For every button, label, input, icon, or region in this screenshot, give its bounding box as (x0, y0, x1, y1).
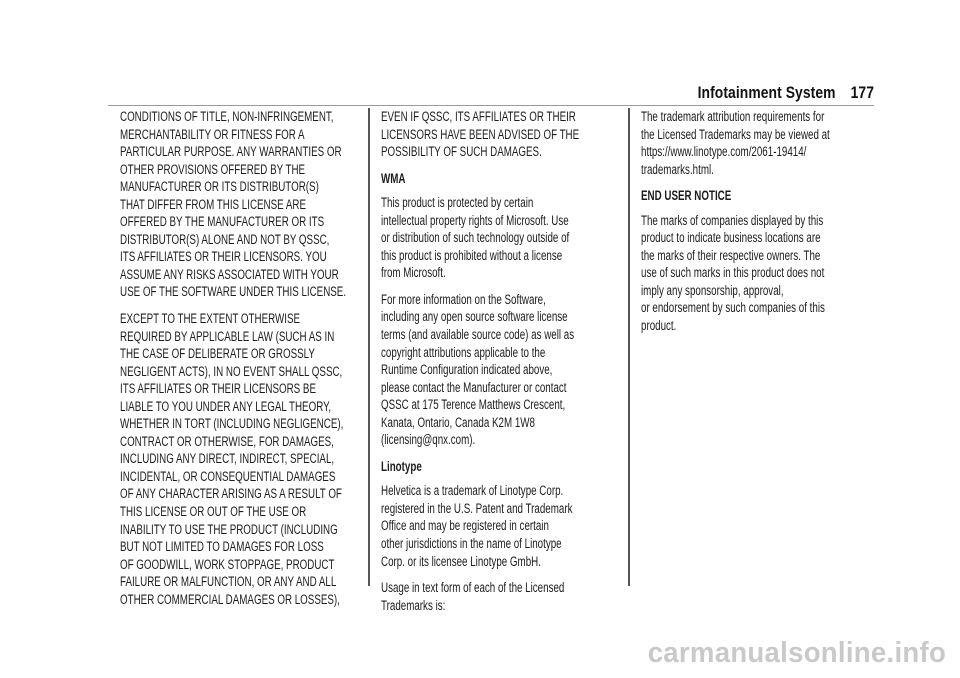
page-number: 177 (850, 84, 874, 102)
paragraph: For more information on the Software, including any open source software license terms (and available source code) as well as copyright attributions applicable to the Runtime Configuration indicated above, please contact the Manufacturer or contact QSSC at 175 Terence Matthews Crescent, Kanata, Ontario, Canada K2M 1W8 (licensing@qnx.com). (381, 291, 575, 448)
text-column-2 (381, 108, 661, 623)
paragraph: CONDITIONS OF TITLE, NON-INFRINGEMENT, MERCHANTABILITY OR FITNESS FOR A PARTICULAR PURPOSE. ANY WARRANTIES OR OTHER PROVISIONS OFFERED BY THE MANUFACTURER OR ITS DISTRIBUTOR(S) THAT DIFFER FROM THIS LICENSE ARE OFFERED BY THE MANUFACTURER OR ITS DISTRIBUTOR(S) ALONE AND NOT BY QSSC, ITS AFFILIATES OR THEIR LICENSORS. YOU ASSUME ANY RISKS ASSOCIATED WITH YOUR USE OF THE SOFTWARE UNDER THIS LICENSE. (120, 109, 347, 300)
paragraph: Helvetica is a trademark of Linotype Corp. registered in the U.S. Patent and Trademark Office and may be registered in certain other jurisdictions in the name of Linotype Corp. or its licensee Linotype GmbH. (381, 483, 573, 569)
section-heading-linotype: Linotype (381, 458, 422, 474)
paragraph: Usage in text form of each of the Licensed Trademarks is: (381, 580, 565, 613)
text-column-1 (120, 108, 400, 617)
paragraph: This product is protected by certain intellectual property rights of Microsoft. Use or distribution of such technology outside of this product is prohibited without a license from Microsoft. (381, 195, 570, 281)
section-heading-wma: WMA (381, 170, 406, 186)
section-heading-end-user-notice: END USER NOTICE (641, 188, 732, 204)
paragraph: EXCEPT TO THE EXTENT OTHERWISE REQUIRED BY APPLICABLE LAW (SUCH AS IN THE CASE OF DELIBERATE OR GROSSLY NEGLIGENT ACTS), IN NO EVENT SHALL QSSC, ITS AFFILIATES OR THEIR LICENSORS BE LIABLE TO YOU UNDER ANY LEGAL THEORY, WHETHER IN TORT (INCLUDING NEGLIGENCE), CONTRACT OR OTHERWISE, FOR DAMAGES, INCLUDING ANY DIRECT, INDIRECT, SPECIAL, INCIDENTAL, OR CONSEQUENTIAL DAMAGES OF ANY CHARACTER ARISING AS A RESULT OF THIS LICENSE OR OUT OF THE USE OR INABILITY TO USE THE PRODUCT (INCLUDING BUT NOT LIMITED TO DAMAGES FOR LOSS OF GOODWILL, WORK STOPPAGE, PRODUCT FAILURE OR MALFUNCTION, OR ANY AND ALL OTHER COMMERCIAL DAMAGES OR LOSSES), (120, 311, 344, 607)
paragraph: EVEN IF QSSC, ITS AFFILIATES OR THEIR LICENSORS HAVE BEEN ADVISED OF THE POSSIBILITY OF SUCH DAMAGES. (381, 109, 580, 160)
text-column-3 (641, 108, 921, 344)
column-divider (368, 108, 370, 586)
section-title: Infotainment System (697, 84, 836, 102)
watermark: carmanualsonline.info (647, 637, 946, 669)
paragraph: The marks of companies displayed by this product to indicate business locations are the marks of their respective owners. The use of such marks in this product does not imply any sponsorship, approval, or endorsement by such companies of this product. (641, 212, 825, 334)
page-header (698, 84, 874, 103)
header-rule (108, 105, 874, 106)
paragraph: The trademark attribution requirements for the Licensed Trademarks may be viewed at https://www.linotype.com/2061-19414/ trademarks.html. (641, 109, 830, 177)
column-divider (628, 108, 630, 586)
